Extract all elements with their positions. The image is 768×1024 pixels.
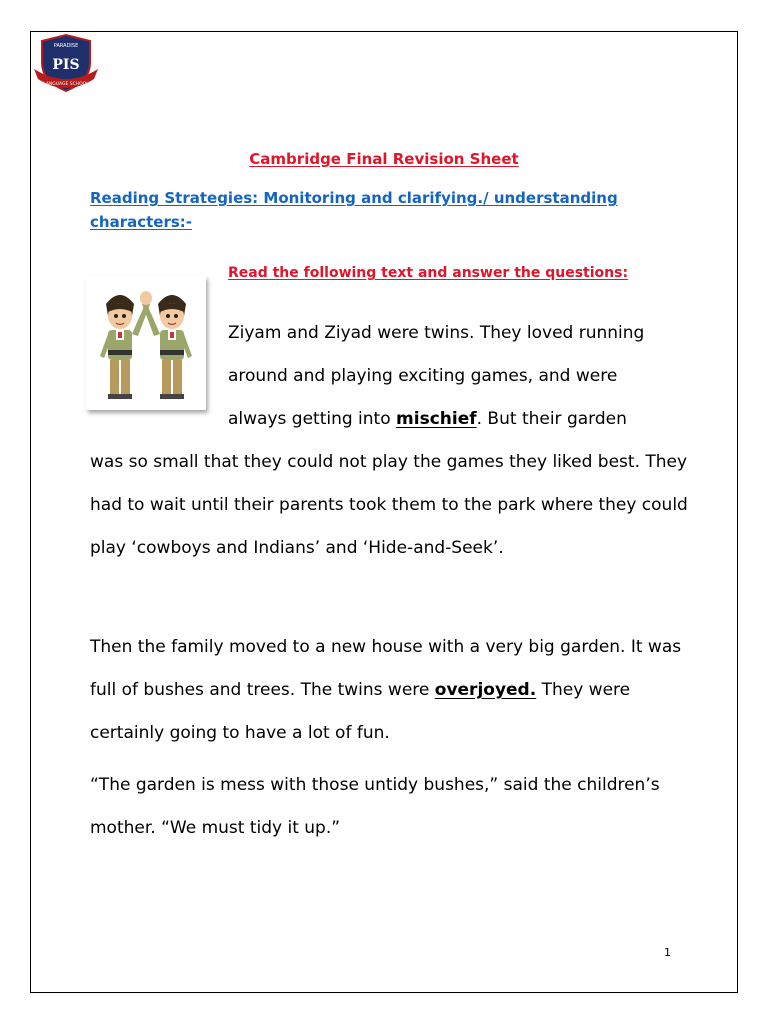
page-number: 1 [664, 946, 671, 959]
svg-text:LANGUAGE SCHOOL: LANGUAGE SCHOOL [43, 82, 89, 87]
story-paragraph-1-rest: was so small that they could not play the games they liked best. They had to wait until their parents took them to the park where they could play ‘cowboys and Indians’ and ‘Hide-and-Seek’. [90, 452, 688, 558]
story-paragraph-1-intro [228, 312, 708, 441]
story-paragraph-2: Then the family moved to a new house with a very big garden. It was full of bushes and trees. The twins were overjoyed. They were certainly going to have a lot of fun. [90, 637, 682, 743]
keyword-mischief: mischief [396, 409, 477, 429]
story-paragraph-3: “The garden is mess with those untidy bushes,” said the children’s mother. “We must tidy it up.” [90, 775, 660, 838]
twins-high-five-illustration [86, 276, 206, 410]
keyword-overjoyed: overjoyed. [434, 680, 537, 700]
svg-text:PIS: PIS [52, 57, 80, 73]
story-line: always getting into mischief. But their garden [228, 409, 627, 429]
svg-text:PARADISE: PARADISE [53, 43, 79, 49]
story-line: around and playing exciting games, and were [228, 366, 618, 386]
school-logo [32, 33, 100, 97]
instruction-text: Read the following text and answer the questions: [228, 265, 629, 281]
reading-strategy-heading: Reading Strategies: Monitoring and clarifying./ understanding characters:- [90, 189, 618, 231]
story-line: Ziyam and Ziyad were twins. They loved running [228, 323, 645, 343]
sheet-title: Cambridge Final Revision Sheet [249, 150, 519, 168]
